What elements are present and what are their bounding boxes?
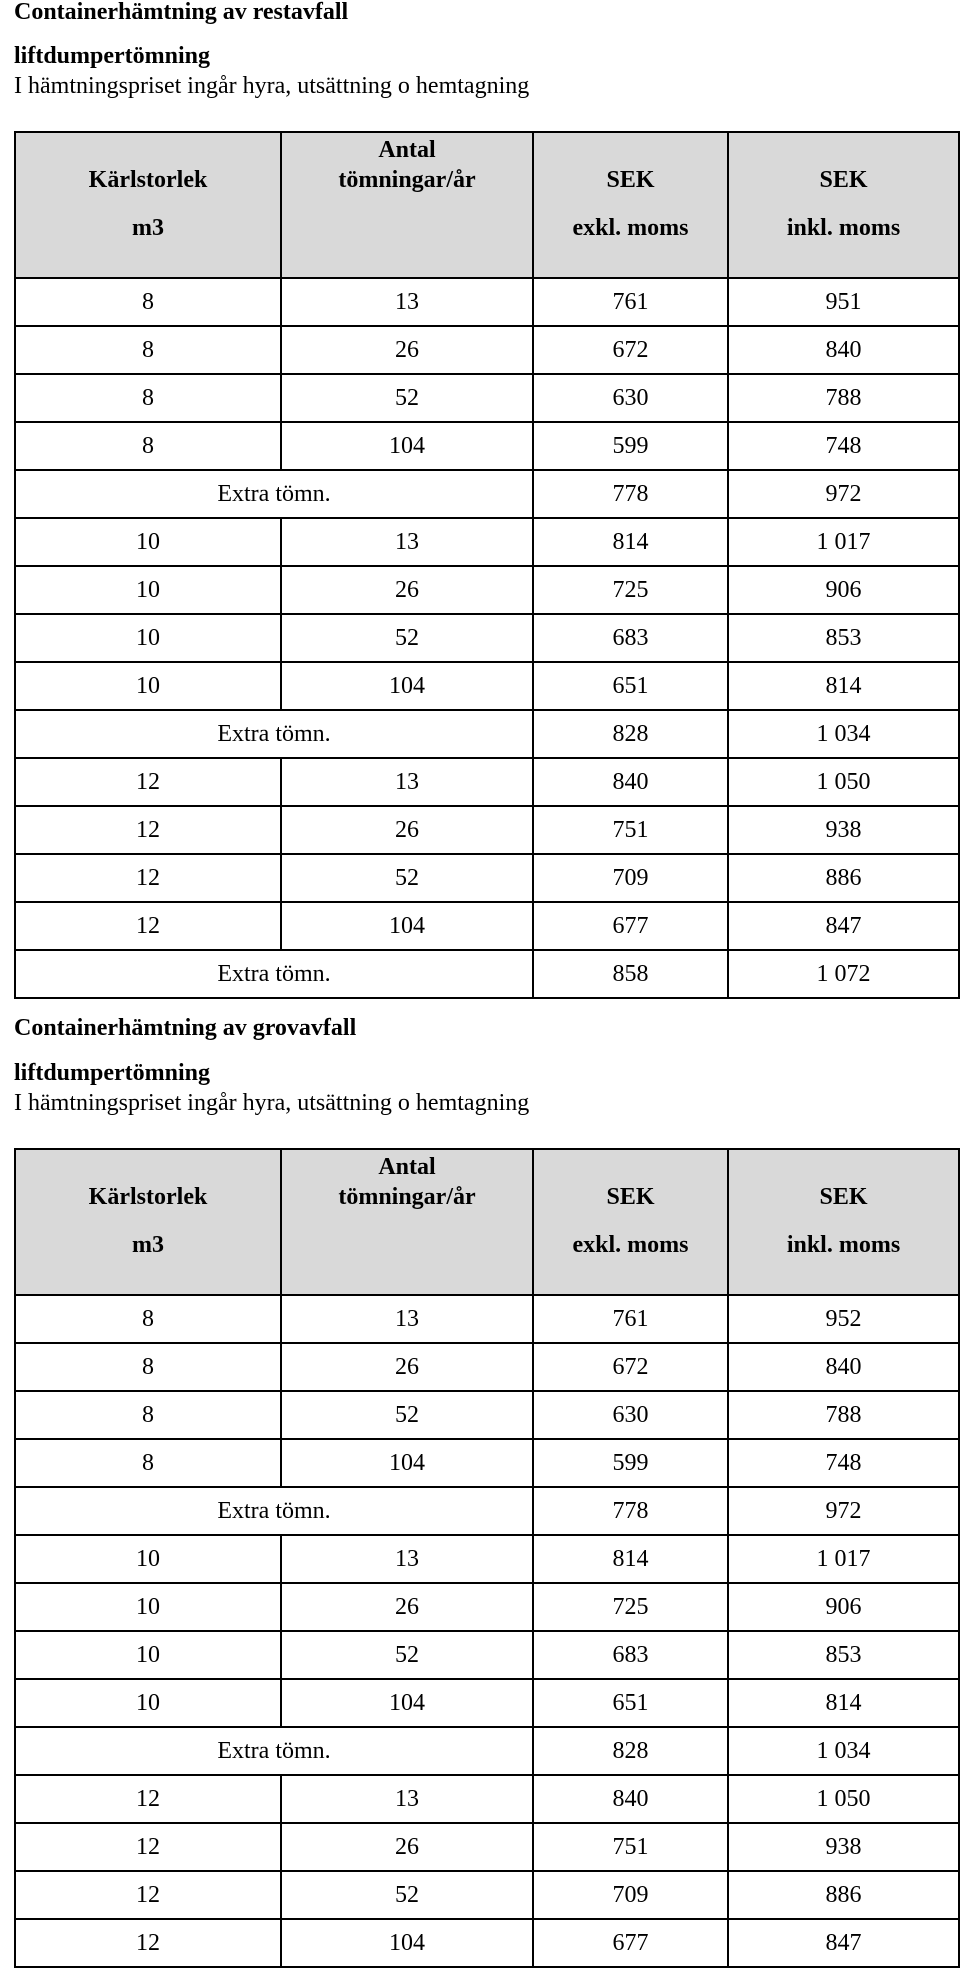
- table-cell-label: Extra tömn.: [15, 710, 533, 758]
- table-cell: 10: [15, 614, 281, 662]
- table-cell: 672: [533, 326, 728, 374]
- table-cell: 1 017: [728, 518, 959, 566]
- table-row: [15, 1295, 959, 1343]
- table-row: [15, 1775, 959, 1823]
- table-cell: 104: [281, 902, 533, 950]
- table-row: [15, 1487, 959, 1535]
- table-cell: 52: [281, 614, 533, 662]
- table-row: [15, 1871, 959, 1919]
- table-cell: 13: [281, 1775, 533, 1823]
- section-description: I hämtningspriset ingår hyra, utsättning o hemtagning: [14, 1090, 530, 1116]
- table-row: [15, 950, 959, 998]
- table-cell: 840: [728, 326, 959, 374]
- header-text: m3: [132, 1232, 164, 1258]
- header-text: Kärlstorlek: [88, 1184, 208, 1210]
- table-cell: 761: [533, 278, 728, 326]
- table-row: [15, 1343, 959, 1391]
- section-title: Containerhämtning av grovavfall: [14, 1015, 357, 1041]
- table-cell: 748: [728, 1439, 959, 1487]
- table-row: [15, 806, 959, 854]
- table-cell: 8: [15, 1391, 281, 1439]
- table-cell: 8: [15, 1439, 281, 1487]
- table-cell: 12: [15, 1871, 281, 1919]
- table-cell: 828: [533, 1727, 728, 1775]
- table-cell: 10: [15, 662, 281, 710]
- table-cell: 938: [728, 1823, 959, 1871]
- table-cell: 651: [533, 1679, 728, 1727]
- table-cell: 10: [15, 518, 281, 566]
- table-cell: 26: [281, 326, 533, 374]
- table-cell: 906: [728, 1583, 959, 1631]
- table-cell: 858: [533, 950, 728, 998]
- table-cell: 13: [281, 278, 533, 326]
- table-cell: 8: [15, 278, 281, 326]
- header-text: tömningar/år: [338, 167, 476, 193]
- table-row: [15, 278, 959, 326]
- section-restavfall: [14, 0, 960, 999]
- table-row: [15, 1823, 959, 1871]
- table-row: [15, 1535, 959, 1583]
- table-cell: 52: [281, 854, 533, 902]
- header-karlstorlek: [15, 1149, 281, 1295]
- header-text: m3: [132, 215, 164, 241]
- table-cell: 788: [728, 1391, 959, 1439]
- table-row: [15, 1679, 959, 1727]
- table-cell: 725: [533, 566, 728, 614]
- header-text: exkl. moms: [572, 1232, 689, 1258]
- table-cell-label: Extra tömn.: [15, 1727, 533, 1775]
- table-cell: 8: [15, 422, 281, 470]
- header-karlstorlek: [15, 132, 281, 278]
- table-cell: 12: [15, 902, 281, 950]
- header-text: SEK: [819, 167, 868, 193]
- header-text: SEK: [606, 167, 655, 193]
- table-cell: 12: [15, 758, 281, 806]
- table-cell: 12: [15, 854, 281, 902]
- table-row: [15, 1391, 959, 1439]
- table-cell: 630: [533, 374, 728, 422]
- table-cell: 12: [15, 806, 281, 854]
- table-row: [15, 710, 959, 758]
- section-title: Containerhämtning av restavfall: [14, 0, 349, 25]
- header-text: SEK: [606, 1184, 655, 1210]
- section-description: I hämtningspriset ingår hyra, utsättning o hemtagning: [14, 73, 530, 99]
- header-sek-exkl: [533, 132, 728, 278]
- table-cell: 104: [281, 1439, 533, 1487]
- table-cell: 778: [533, 1487, 728, 1535]
- table-cell: 8: [15, 1295, 281, 1343]
- table-cell: 972: [728, 470, 959, 518]
- price-table-grovavfall: [14, 1148, 960, 1968]
- table-cell: 13: [281, 1295, 533, 1343]
- header-text: Kärlstorlek: [88, 167, 208, 193]
- table-row: [15, 854, 959, 902]
- table-cell: 751: [533, 806, 728, 854]
- table-cell: 748: [728, 422, 959, 470]
- table-cell: 104: [281, 422, 533, 470]
- section-subtitle: liftdumpertömning: [14, 43, 211, 69]
- table-cell: 886: [728, 854, 959, 902]
- table-cell: 840: [728, 1343, 959, 1391]
- table-cell: 828: [533, 710, 728, 758]
- table-cell: 938: [728, 806, 959, 854]
- table-cell: 709: [533, 1871, 728, 1919]
- table-cell: 12: [15, 1919, 281, 1967]
- header-antal: [281, 132, 533, 278]
- table-row: [15, 1919, 959, 1967]
- table-row: [15, 614, 959, 662]
- table-cell: 599: [533, 1439, 728, 1487]
- table-cell: 104: [281, 1919, 533, 1967]
- table-row: [15, 566, 959, 614]
- table-cell: 104: [281, 662, 533, 710]
- table-cell: 709: [533, 854, 728, 902]
- table-cell: 677: [533, 902, 728, 950]
- table-cell: 847: [728, 902, 959, 950]
- table-row: [15, 662, 959, 710]
- table-cell: 672: [533, 1343, 728, 1391]
- table-cell: 725: [533, 1583, 728, 1631]
- table-cell: 26: [281, 1343, 533, 1391]
- header-text: SEK: [819, 1184, 868, 1210]
- table-cell: 10: [15, 1535, 281, 1583]
- table-cell: 13: [281, 518, 533, 566]
- table-cell: 840: [533, 1775, 728, 1823]
- table-row: [15, 758, 959, 806]
- table-cell: 683: [533, 614, 728, 662]
- table-cell: 751: [533, 1823, 728, 1871]
- table-cell-label: Extra tömn.: [15, 950, 533, 998]
- table-cell: 683: [533, 1631, 728, 1679]
- table-cell: 12: [15, 1775, 281, 1823]
- table-cell: 847: [728, 1919, 959, 1967]
- table-cell: 906: [728, 566, 959, 614]
- header-text: inkl. moms: [786, 215, 901, 241]
- table-cell: 1 072: [728, 950, 959, 998]
- table-cell: 599: [533, 422, 728, 470]
- table-row: [15, 374, 959, 422]
- table-cell: 52: [281, 1631, 533, 1679]
- table-cell: 814: [728, 662, 959, 710]
- table-cell: 13: [281, 1535, 533, 1583]
- table-cell: 8: [15, 1343, 281, 1391]
- table-row: [15, 326, 959, 374]
- table-body: [15, 132, 959, 998]
- table-row: [15, 518, 959, 566]
- section-grovavfall: [14, 1014, 960, 1968]
- table-row: [15, 470, 959, 518]
- table-cell: 840: [533, 758, 728, 806]
- table-cell: 651: [533, 662, 728, 710]
- table-row: [15, 1583, 959, 1631]
- table-cell: 104: [281, 1679, 533, 1727]
- table-cell-label: Extra tömn.: [15, 1487, 533, 1535]
- table-cell: 814: [533, 518, 728, 566]
- header-antal: [281, 1149, 533, 1295]
- header-sek-exkl: [533, 1149, 728, 1295]
- header-text: tömningar/år: [338, 1184, 476, 1210]
- table-cell: 8: [15, 326, 281, 374]
- header-text: exkl. moms: [572, 215, 689, 241]
- table-cell: 8: [15, 374, 281, 422]
- table-cell: 26: [281, 1583, 533, 1631]
- table-cell: 10: [15, 1679, 281, 1727]
- table-cell: 952: [728, 1295, 959, 1343]
- table-row: [15, 1439, 959, 1487]
- table-header-row: [15, 1149, 959, 1295]
- header-text: Antal: [378, 1154, 436, 1180]
- table-cell: 853: [728, 1631, 959, 1679]
- table-cell: 814: [728, 1679, 959, 1727]
- table-cell: 1 034: [728, 1727, 959, 1775]
- table-cell: 12: [15, 1823, 281, 1871]
- table-cell: 853: [728, 614, 959, 662]
- header-sek-inkl: [728, 132, 959, 278]
- table-cell: 630: [533, 1391, 728, 1439]
- table-cell: 1 017: [728, 1535, 959, 1583]
- header-text: inkl. moms: [786, 1232, 901, 1258]
- table-cell: 677: [533, 1919, 728, 1967]
- table-header-row: [15, 132, 959, 278]
- table-cell: 761: [533, 1295, 728, 1343]
- table-cell: 778: [533, 470, 728, 518]
- table-cell: 52: [281, 1391, 533, 1439]
- section-subtitle: liftdumpertömning: [14, 1060, 211, 1086]
- table-cell: 788: [728, 374, 959, 422]
- table-row: [15, 1631, 959, 1679]
- table-cell: 26: [281, 806, 533, 854]
- table-body: [15, 1149, 959, 1967]
- table-row: [15, 902, 959, 950]
- table-cell: 52: [281, 374, 533, 422]
- table-row: [15, 422, 959, 470]
- table-cell: 814: [533, 1535, 728, 1583]
- table-cell: 1 050: [728, 1775, 959, 1823]
- table-cell: 26: [281, 1823, 533, 1871]
- table-cell: 1 050: [728, 758, 959, 806]
- header-text: Antal: [378, 137, 436, 163]
- table-row: [15, 1727, 959, 1775]
- price-table-restavfall: [14, 131, 960, 999]
- table-cell: 886: [728, 1871, 959, 1919]
- table-cell: 10: [15, 1631, 281, 1679]
- table-cell: 13: [281, 758, 533, 806]
- header-sek-inkl: [728, 1149, 959, 1295]
- table-cell: 951: [728, 278, 959, 326]
- table-cell: 10: [15, 566, 281, 614]
- table-cell: 10: [15, 1583, 281, 1631]
- table-cell: 52: [281, 1871, 533, 1919]
- table-cell-label: Extra tömn.: [15, 470, 533, 518]
- table-cell: 1 034: [728, 710, 959, 758]
- table-cell: 26: [281, 566, 533, 614]
- table-cell: 972: [728, 1487, 959, 1535]
